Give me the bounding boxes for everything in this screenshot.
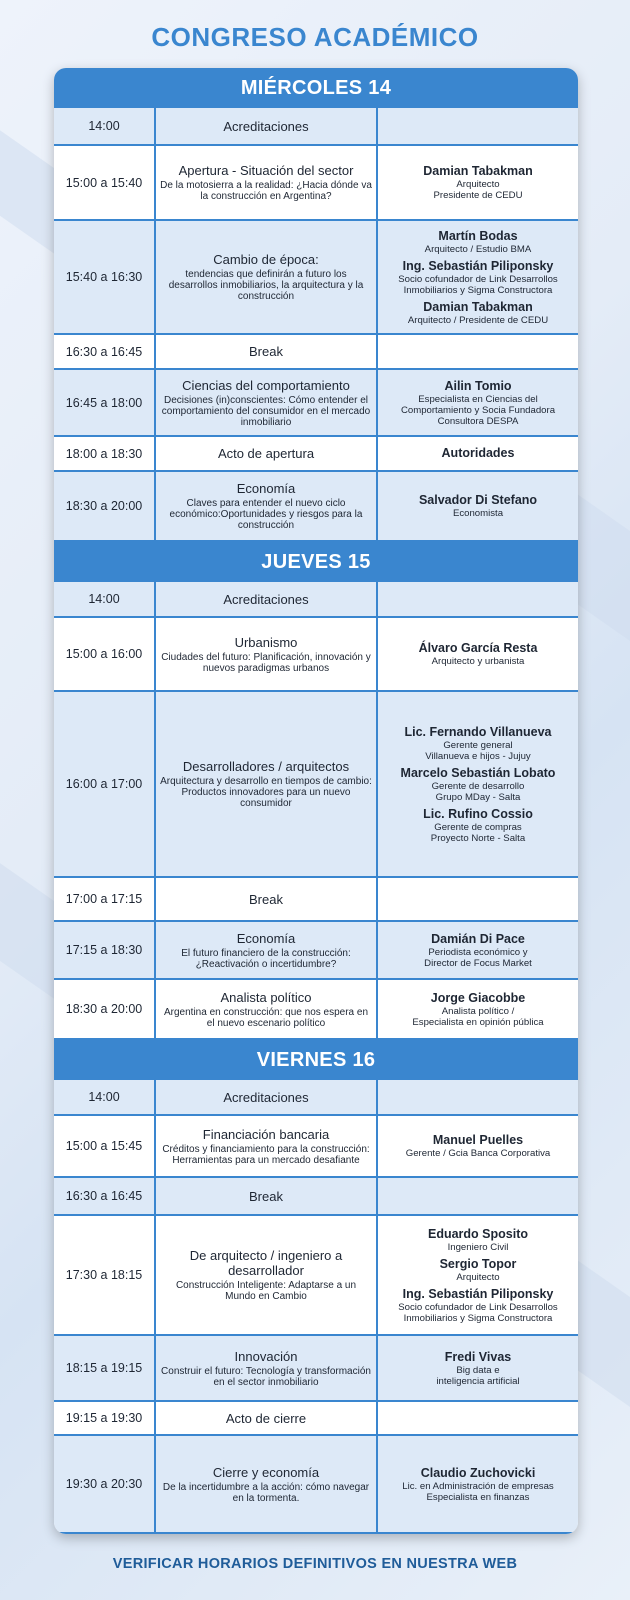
speakers-cell	[376, 1116, 578, 1176]
session-time: 15:00 a 15:45	[65, 1139, 143, 1153]
speaker	[423, 807, 533, 844]
speaker	[404, 725, 551, 762]
session-time: 19:15 a 19:30	[65, 1411, 143, 1425]
session-time: 14:00	[88, 1090, 120, 1104]
speaker	[424, 932, 532, 969]
session-time: 14:00	[88, 592, 120, 606]
schedule-row	[54, 108, 578, 146]
session-time: 16:30 a 16:45	[65, 344, 143, 359]
session-description: tendencias que definirán a futuro los desarrollos inmobiliarios, la arquitectura y la construcción	[168, 269, 364, 302]
speaker-name: Ing. Sebastián Piliponsky	[402, 258, 554, 273]
schedule-row	[54, 922, 578, 980]
speaker-name: Lic. Rufino Cossio	[423, 806, 533, 821]
speaker	[412, 991, 543, 1028]
session-time: 18:00 a 18:30	[65, 446, 143, 461]
session-topic-cell	[154, 1178, 376, 1214]
schedule-row	[54, 692, 578, 878]
day-header: JUEVES 15	[54, 542, 578, 582]
footer-note: VERIFICAR HORARIOS DEFINITIVOS EN NUESTRA WEB	[112, 1556, 518, 1572]
speakers-cell	[376, 108, 578, 144]
speaker	[401, 766, 556, 803]
speaker-role: Arquitecto / Estudio BMA	[424, 243, 532, 255]
session-topic-cell	[154, 1436, 376, 1532]
speaker-name: Autoridades	[441, 446, 515, 460]
speaker-name: Damian Tabakman	[423, 299, 533, 314]
speakers-cell	[376, 1178, 578, 1214]
session-time: 18:30 a 20:00	[65, 1002, 143, 1016]
session-time: 16:30 a 16:45	[65, 1189, 143, 1203]
speaker-role: Economista	[452, 508, 504, 519]
session-title: Innovación	[234, 1348, 298, 1364]
speakers-cell	[376, 1080, 578, 1114]
session-title: Analista político	[220, 989, 312, 1005]
session-title: Cierre y economía	[212, 1464, 320, 1480]
session-topic-cell	[154, 980, 376, 1038]
speakers-cell	[376, 922, 578, 978]
speaker	[382, 1287, 574, 1324]
schedule-row	[54, 1080, 578, 1116]
session-title: Cambio de época:	[213, 252, 319, 267]
speaker-name: Eduardo Sposito	[428, 1226, 528, 1241]
session-time: 16:45 a 18:00	[65, 395, 143, 410]
speaker-role: Gerente / Gcia Banca Corporativa	[405, 1148, 551, 1159]
session-title: Financiación bancaria	[202, 1126, 330, 1142]
speaker-role: Gerente de compras Proyecto Norte - Salta	[430, 821, 526, 844]
speaker-role: Ingeniero Civil	[447, 1241, 509, 1253]
speakers-cell	[376, 980, 578, 1038]
speakers-cell	[376, 472, 578, 540]
speakers-cell	[376, 1436, 578, 1532]
speaker-name: Jorge Giacobbe	[430, 990, 526, 1005]
speakers-cell	[376, 335, 578, 368]
session-title: De arquitecto / ingeniero a desarrollador	[189, 1248, 343, 1278]
session-topic-cell	[154, 146, 376, 219]
speaker	[440, 1257, 517, 1283]
speaker-role: Socio cofundador de Link Desarrollos Inmobiliarios y Sigma Constructora	[398, 1301, 558, 1324]
schedule-row	[54, 1436, 578, 1534]
session-description: Argentina en construcción: que nos espera en el nuevo escenario político	[163, 1006, 369, 1029]
speaker-role: Lic. en Administración de empresas Especialista en finanzas	[402, 1480, 554, 1503]
speakers-cell	[376, 1216, 578, 1334]
schedule-row	[54, 878, 578, 922]
speakers-cell	[376, 1336, 578, 1400]
session-time: 17:00 a 17:15	[65, 892, 143, 906]
schedule-row	[54, 437, 578, 472]
speaker-name: Ing. Sebastián Piliponsky	[402, 1286, 554, 1301]
schedule-row	[54, 221, 578, 335]
speaker	[436, 1350, 519, 1387]
speaker	[402, 1466, 553, 1503]
schedule-row	[54, 1216, 578, 1336]
speakers-cell	[376, 618, 578, 690]
schedule-row	[54, 1116, 578, 1178]
speakers-cell	[376, 582, 578, 616]
speaker	[382, 259, 574, 296]
session-time: 16:00 a 17:00	[65, 777, 143, 791]
session-description: Claves para entender el nuevo ciclo económico:Oportunidades y riesgos para la construcción	[169, 498, 363, 531]
session-topic-cell	[154, 1080, 376, 1114]
session-topic-cell	[154, 1216, 376, 1334]
session-topic-cell	[154, 108, 376, 144]
speaker	[419, 641, 538, 667]
speaker-role: Arquitecto	[456, 1271, 500, 1283]
session-title: Acreditaciones	[223, 1089, 309, 1105]
speaker-name: Lic. Fernando Villanueva	[404, 724, 552, 739]
speaker-role: Periodista económico y Director de Focus Market	[424, 946, 532, 969]
speaker-name: Fredi Vivas	[444, 1349, 512, 1364]
session-topic-cell	[154, 370, 376, 435]
session-time: 17:15 a 18:30	[65, 943, 143, 957]
speaker-name: Damián Di Pace	[431, 931, 525, 946]
schedule-row	[54, 1336, 578, 1402]
schedule-row	[54, 618, 578, 692]
session-topic-cell	[154, 618, 376, 690]
session-description: Arquitectura y desarrollo en tiempos de cambio: Productos innovadores para un nuevo consumidor	[160, 776, 372, 809]
speaker	[408, 300, 548, 326]
session-title: Apertura - Situación del sector	[178, 163, 354, 178]
session-description: Créditos y financiamiento para la construcción: Herramientas para un mercado desafiante	[162, 1143, 370, 1166]
speaker-name: Damian Tabakman	[423, 164, 533, 178]
session-title: Desarrolladores / arquitectos	[182, 759, 350, 774]
speaker	[406, 1133, 551, 1159]
session-topic-cell	[154, 335, 376, 368]
speaker-role: Analista político / Especialista en opinión pública	[412, 1005, 544, 1028]
session-time: 17:30 a 18:15	[65, 1268, 143, 1282]
schedule-row	[54, 472, 578, 542]
speaker-role: Socio cofundador de Link Desarrollos Inmobiliarios y Sigma Constructora	[398, 273, 558, 296]
schedule-row	[54, 1402, 578, 1436]
session-title: Ciencias del comportamiento	[182, 377, 350, 393]
speaker-role: Big data e inteligencia artificial	[436, 1364, 520, 1387]
speaker	[423, 164, 533, 201]
session-time: 18:30 a 20:00	[65, 499, 143, 513]
speaker-role: Arquitecto y urbanista	[431, 656, 525, 667]
speaker-role: Arquitecto / Presidente de CEDU	[407, 314, 549, 326]
speaker-name: Sergio Topor	[439, 1256, 517, 1271]
speakers-cell	[376, 370, 578, 435]
session-time: 15:00 a 16:00	[65, 647, 143, 661]
schedule-card	[54, 68, 578, 1534]
schedule-row	[54, 146, 578, 221]
session-title: Economía	[236, 930, 296, 946]
page-title: CONGRESO ACADÉMICO	[151, 22, 479, 52]
speaker	[382, 379, 574, 427]
schedule-row	[54, 582, 578, 618]
speaker-name: Martín Bodas	[438, 228, 518, 243]
session-topic-cell	[154, 1402, 376, 1434]
session-topic-cell	[154, 221, 376, 333]
speaker-role: Gerente de desarrollo Grupo MDay - Salta	[431, 780, 525, 803]
speaker-name: Claudio Zuchovicki	[420, 1465, 536, 1480]
speaker-name: Manuel Puelles	[432, 1133, 524, 1147]
session-description: De la motosierra a la realidad: ¿Hacia dónde va la construcción en Argentina?	[160, 180, 372, 202]
speakers-cell	[376, 221, 578, 333]
session-title: Economía	[236, 481, 296, 496]
speaker	[442, 446, 515, 461]
session-topic-cell	[154, 692, 376, 876]
speaker-role: Gerente general Villanueva e hijos - Jujuy	[425, 739, 531, 762]
session-title: Acto de apertura	[217, 446, 315, 461]
session-topic-cell	[154, 582, 376, 616]
session-topic-cell	[154, 878, 376, 920]
session-title: Urbanismo	[234, 634, 298, 650]
session-topic-cell	[154, 1116, 376, 1176]
session-description: El futuro financiero de la construcción: ¿Reactivación o incertidumbre?	[181, 947, 351, 970]
speaker	[428, 1227, 528, 1253]
session-title: Break	[249, 1188, 283, 1204]
schedule-row	[54, 1178, 578, 1216]
session-description: De la incertidumbre a la acción: cómo navegar en la tormenta.	[162, 1481, 370, 1504]
session-title: Acreditaciones	[223, 118, 309, 134]
speakers-cell	[376, 878, 578, 920]
session-title: Acto de cierre	[225, 1410, 307, 1426]
session-topic-cell	[154, 1336, 376, 1400]
speakers-cell	[376, 692, 578, 876]
speaker-name: Salvador Di Stefano	[418, 493, 538, 507]
session-title: Acreditaciones	[223, 591, 309, 607]
session-time: 19:30 a 20:30	[65, 1477, 143, 1491]
day-header: VIERNES 16	[54, 1040, 578, 1080]
session-description: Decisiones (in)conscientes: Cómo entender el comportamiento del consumidor en el mercado inmobiliario	[161, 394, 371, 428]
session-title: Break	[249, 344, 283, 359]
speaker-name: Álvaro García Resta	[418, 641, 538, 655]
session-topic-cell	[154, 472, 376, 540]
speaker-role: Arquitecto Presidente de CEDU	[433, 179, 523, 201]
session-time: 14:00	[88, 119, 120, 133]
session-description: Ciudades del futuro: Planificación, innovación y nuevos paradigmas urbanos	[161, 651, 371, 674]
speaker	[425, 229, 532, 255]
session-description: Construcción Inteligente: Adaptarse a un Mundo en Cambio	[175, 1280, 357, 1302]
schedule-row	[54, 980, 578, 1040]
speakers-cell	[376, 1402, 578, 1434]
schedule-row	[54, 335, 578, 370]
session-time: 15:40 a 16:30	[65, 270, 143, 284]
session-title: Break	[249, 891, 283, 907]
session-topic-cell	[154, 922, 376, 978]
speaker	[419, 493, 537, 519]
speaker-name: Ailin Tomio	[444, 378, 512, 393]
session-topic-cell	[154, 437, 376, 470]
speaker-name: Marcelo Sebastián Lobato	[400, 765, 556, 780]
session-time: 15:00 a 15:40	[65, 175, 143, 190]
speakers-cell	[376, 437, 578, 470]
speaker-role: Especialista en Ciencias del Comportamiento y Socia Fundadora Consultora DESPA	[400, 393, 556, 427]
session-description: Construir el futuro: Tecnología y transformación en el sector inmobiliario	[161, 1365, 371, 1388]
session-time: 18:15 a 19:15	[65, 1361, 143, 1375]
day-header: MIÉRCOLES 14	[54, 68, 578, 108]
schedule-row	[54, 370, 578, 437]
speakers-cell	[376, 146, 578, 219]
